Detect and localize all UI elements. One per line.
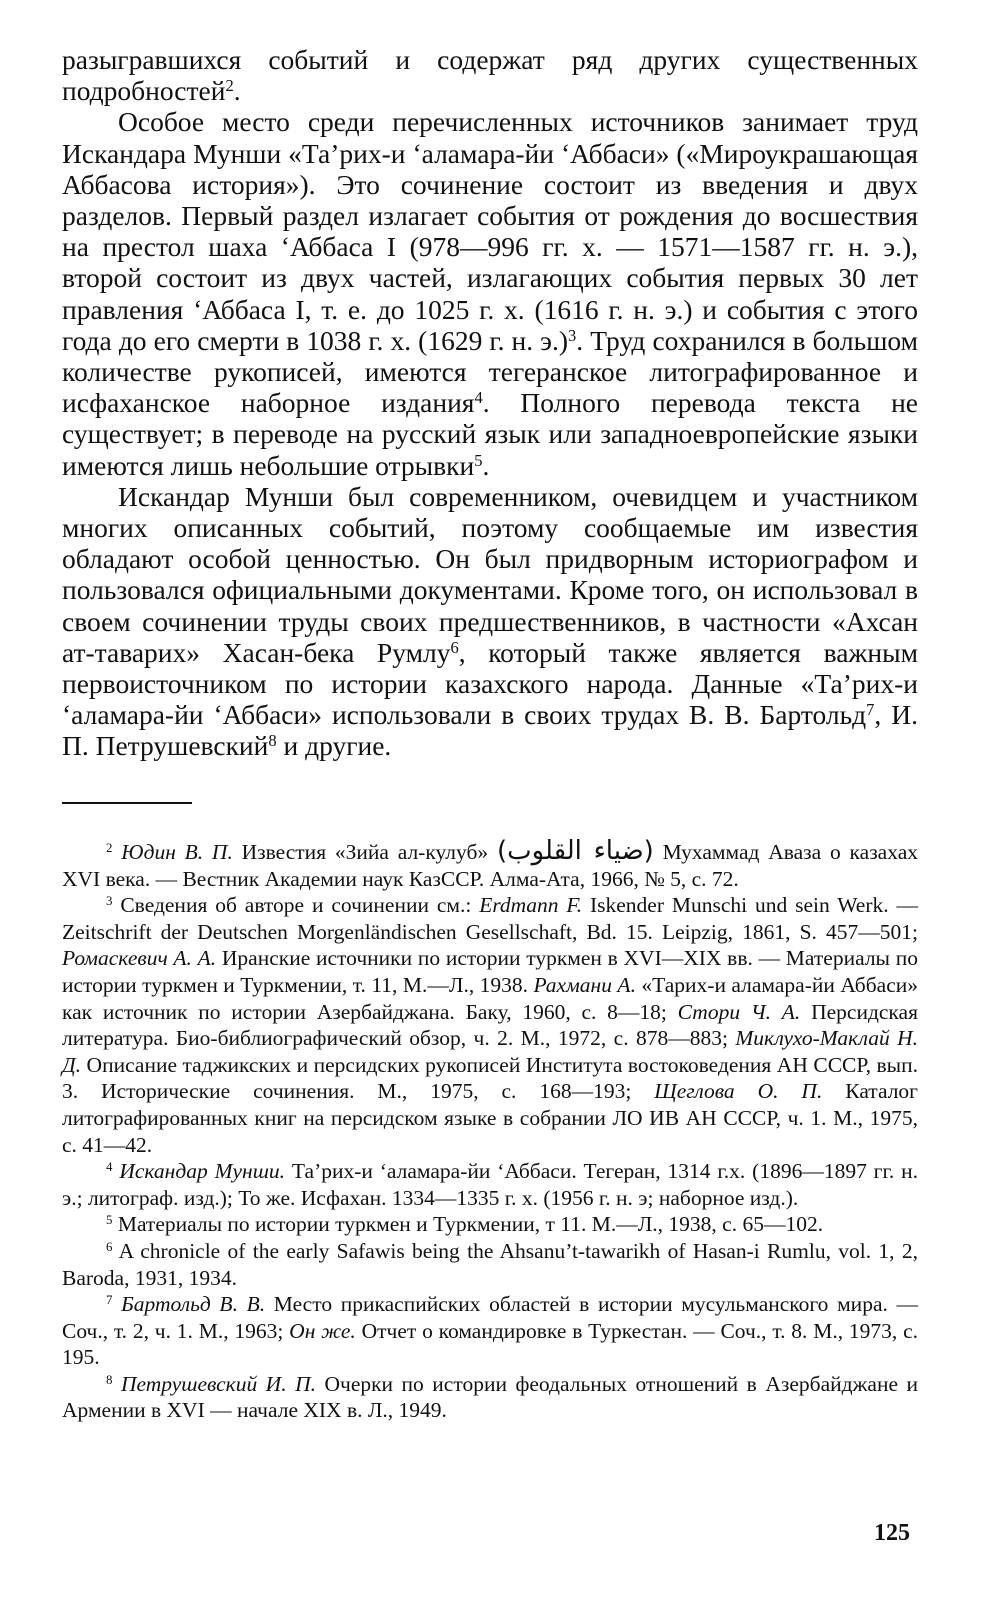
footnote-ref[interactable]: 2 [225, 76, 234, 96]
paragraph-3 [62, 481, 918, 762]
text-run: «Тарих-и аламара-йи Аббаси» как источник по истории Азербайджана. Баку, 1960, с. 8—18; [62, 972, 918, 1024]
text-run: . Труд сохранился в большом количестве рукописей, имеются тегеранское литографированное и исфаханское наборное издания [62, 324, 918, 419]
text-run: и другие. [276, 730, 392, 762]
text-run: Искандар Мунши был современником, очевидцем и участником многих описанных событий, поэтому сообщаемые им известия обладают особой ценностью. Он был придворным историографом и пользовался официальными документами. Кроме того, он использовал в своем сочинении труды своих предшественников, в частности «Ахсан ат-таварих» Хасан-бека Румлу [62, 480, 918, 668]
footnote-number: 6 [106, 1239, 113, 1254]
footnote-number: 4 [106, 1160, 113, 1175]
text-run: Iskender Munschi und sein Werk. — Zeitschrift der Deutschen Morgenländischen Gesellschaft, Bd. 15. Leipzig, 1861, S. 457—501; [62, 893, 918, 944]
text-run: Отчет о командировке в Туркестан. — Соч., т. 8. М., 1973, с. 195. [62, 1318, 919, 1370]
text-run: Очерки по истории феодальных отношений в Азербайджане и Армении в XVI — начале XIX в. Л., 1949. [62, 1371, 919, 1423]
footnote-ref[interactable]: 7 [866, 700, 875, 720]
footnote-6 [62, 1238, 918, 1291]
text-run: Особое место среди перечисленных источников занимает труд Искандара Мунши «Та’рих-и ‘аламара-йи ‘Аббаси» («Мироукрашающая Аббасова история»). Это сочинение состоит из введения и двух разделов. Первый раздел излагает события от рождения до восшествия на престол шаха ‘Аббаса I (978—996 гг. х. — 1571—1587 гг. н. э.), второй состоит из двух частей, излагающих события первых 30 лет правления ‘Аббаса I, т. е. до 1025 г. х. (1616 г. н. э.) и события с этого года до его смерти в 1038 г. х. (1629 г. н. э.) [62, 106, 918, 356]
main-text [62, 44, 918, 762]
text-run: разыгравшихся событий и содержат ряд других существенных подробностей [62, 44, 918, 107]
author-name: Миклухо-Маклай Н. Д. [62, 1026, 918, 1077]
text-run: , который также является важным первоисточником по истории казахского народа. Данные «Та’рих-и ‘аламара-йи ‘Аббаси» использовали в своих трудах В. В. Бартольд [62, 636, 918, 731]
footnote-ref[interactable]: 5 [474, 450, 483, 470]
footnote-number: 5 [106, 1213, 113, 1228]
footnote-5 [62, 1211, 918, 1238]
author-name: Рахмани А. [533, 972, 636, 997]
footnote-4 [62, 1158, 918, 1211]
footnotes [62, 838, 918, 1424]
text-run: Персидская литература. Био-библиографический обзор, ч. 2. М., 1972, с. 878—883; [62, 999, 918, 1051]
paragraph-1 [62, 44, 918, 106]
author-name: Искандар Мунши. [119, 1159, 286, 1184]
author-name: Бартольд В. В. [121, 1292, 266, 1317]
text-run: Описание таджикских и персидских рукописей Института востоковедения АН СССР, вып. 3. Исторические сочинения. М., 1975, с. 168—193; [62, 1052, 918, 1104]
text-run: Каталог литографированных книг на персидском языке в собрании ЛО ИВ АН СССР, ч. 1. М., 1975, с. 41—42. [62, 1079, 918, 1157]
footnote-number: 7 [106, 1293, 113, 1307]
text-run: Известия «Зийа ал-кулуб» [232, 840, 497, 864]
footnote-ref[interactable]: 3 [568, 325, 577, 345]
text-run: Иранские источники по истории туркмен в XVI—XIX вв. — Материалы по истории туркмен и Туркмении, т. 11, М.—Л., 1938. [62, 946, 918, 997]
text-run: Та’рих-и ‘аламара-йи ‘Аббаси. Тегеран, 1314 г.х. (1896—1897 гг. н. э.; литограф. изд.); То же. Исфахан. 1334—1335 г. х. (1956 г. н. э; наборное изд.). [62, 1159, 919, 1210]
text-run: Мухаммад Аваза о казахах XVI века. — Вестник Академии наук КазССР. Алма-Ата, 1966, № 5, с. 72. [62, 840, 918, 891]
page-number: 125 [874, 1520, 910, 1546]
text-run: Материалы по истории туркмен и Туркмении, т 11. М.—Л., 1938, с. 65—102. [112, 1212, 824, 1237]
footnote-8 [62, 1371, 918, 1424]
footnote-ref[interactable]: 8 [268, 731, 277, 751]
footnote-ref[interactable]: 4 [474, 388, 483, 408]
footnote-3 [62, 892, 918, 1158]
text-run: A chronicle of the early Safawis being the Ahsanu’t-tawarikh of Hasan-i Rumlu, vol. 1, 2, Baroda, 1931, 1934. [62, 1238, 918, 1290]
footnote-7 [62, 1291, 918, 1371]
text-run: , И. П. Петрушевский [62, 699, 918, 762]
text-run: Место прикаспийских областей в истории мусульманского мира. — Соч., т. 2, ч. 1. М., 1963; [62, 1292, 919, 1343]
footnote-divider [62, 802, 192, 804]
text-run: . Полного перевода текста не существует; в переводе на русский язык или западноевропейские языки имеются лишь небольшие отрывки [62, 387, 918, 481]
author-name: Он же. [289, 1318, 356, 1343]
author-name: Щеглова О. П. [654, 1079, 823, 1104]
text-run: . [482, 449, 490, 481]
footnote-number: 8 [106, 1372, 113, 1387]
footnote-ref[interactable]: 6 [450, 637, 459, 657]
paragraph-2 [62, 106, 918, 480]
text-run: . [233, 75, 241, 107]
footnote-number: 3 [106, 894, 113, 909]
author-name: Стори Ч. А. [677, 999, 801, 1024]
author-name: Ромаскевич А. А. [62, 946, 217, 971]
footnote-2 [62, 838, 918, 892]
arabic-title: (ضياء القلوب) [496, 836, 654, 866]
author-name: Петрушевский И. П. [120, 1371, 316, 1396]
author-name: Erdmann F. [479, 893, 583, 918]
footnote-number: 2 [106, 840, 113, 855]
author-name: Юдин В. П. [121, 840, 233, 864]
text-run: Сведения об авторе и сочинении см.: [112, 893, 480, 918]
